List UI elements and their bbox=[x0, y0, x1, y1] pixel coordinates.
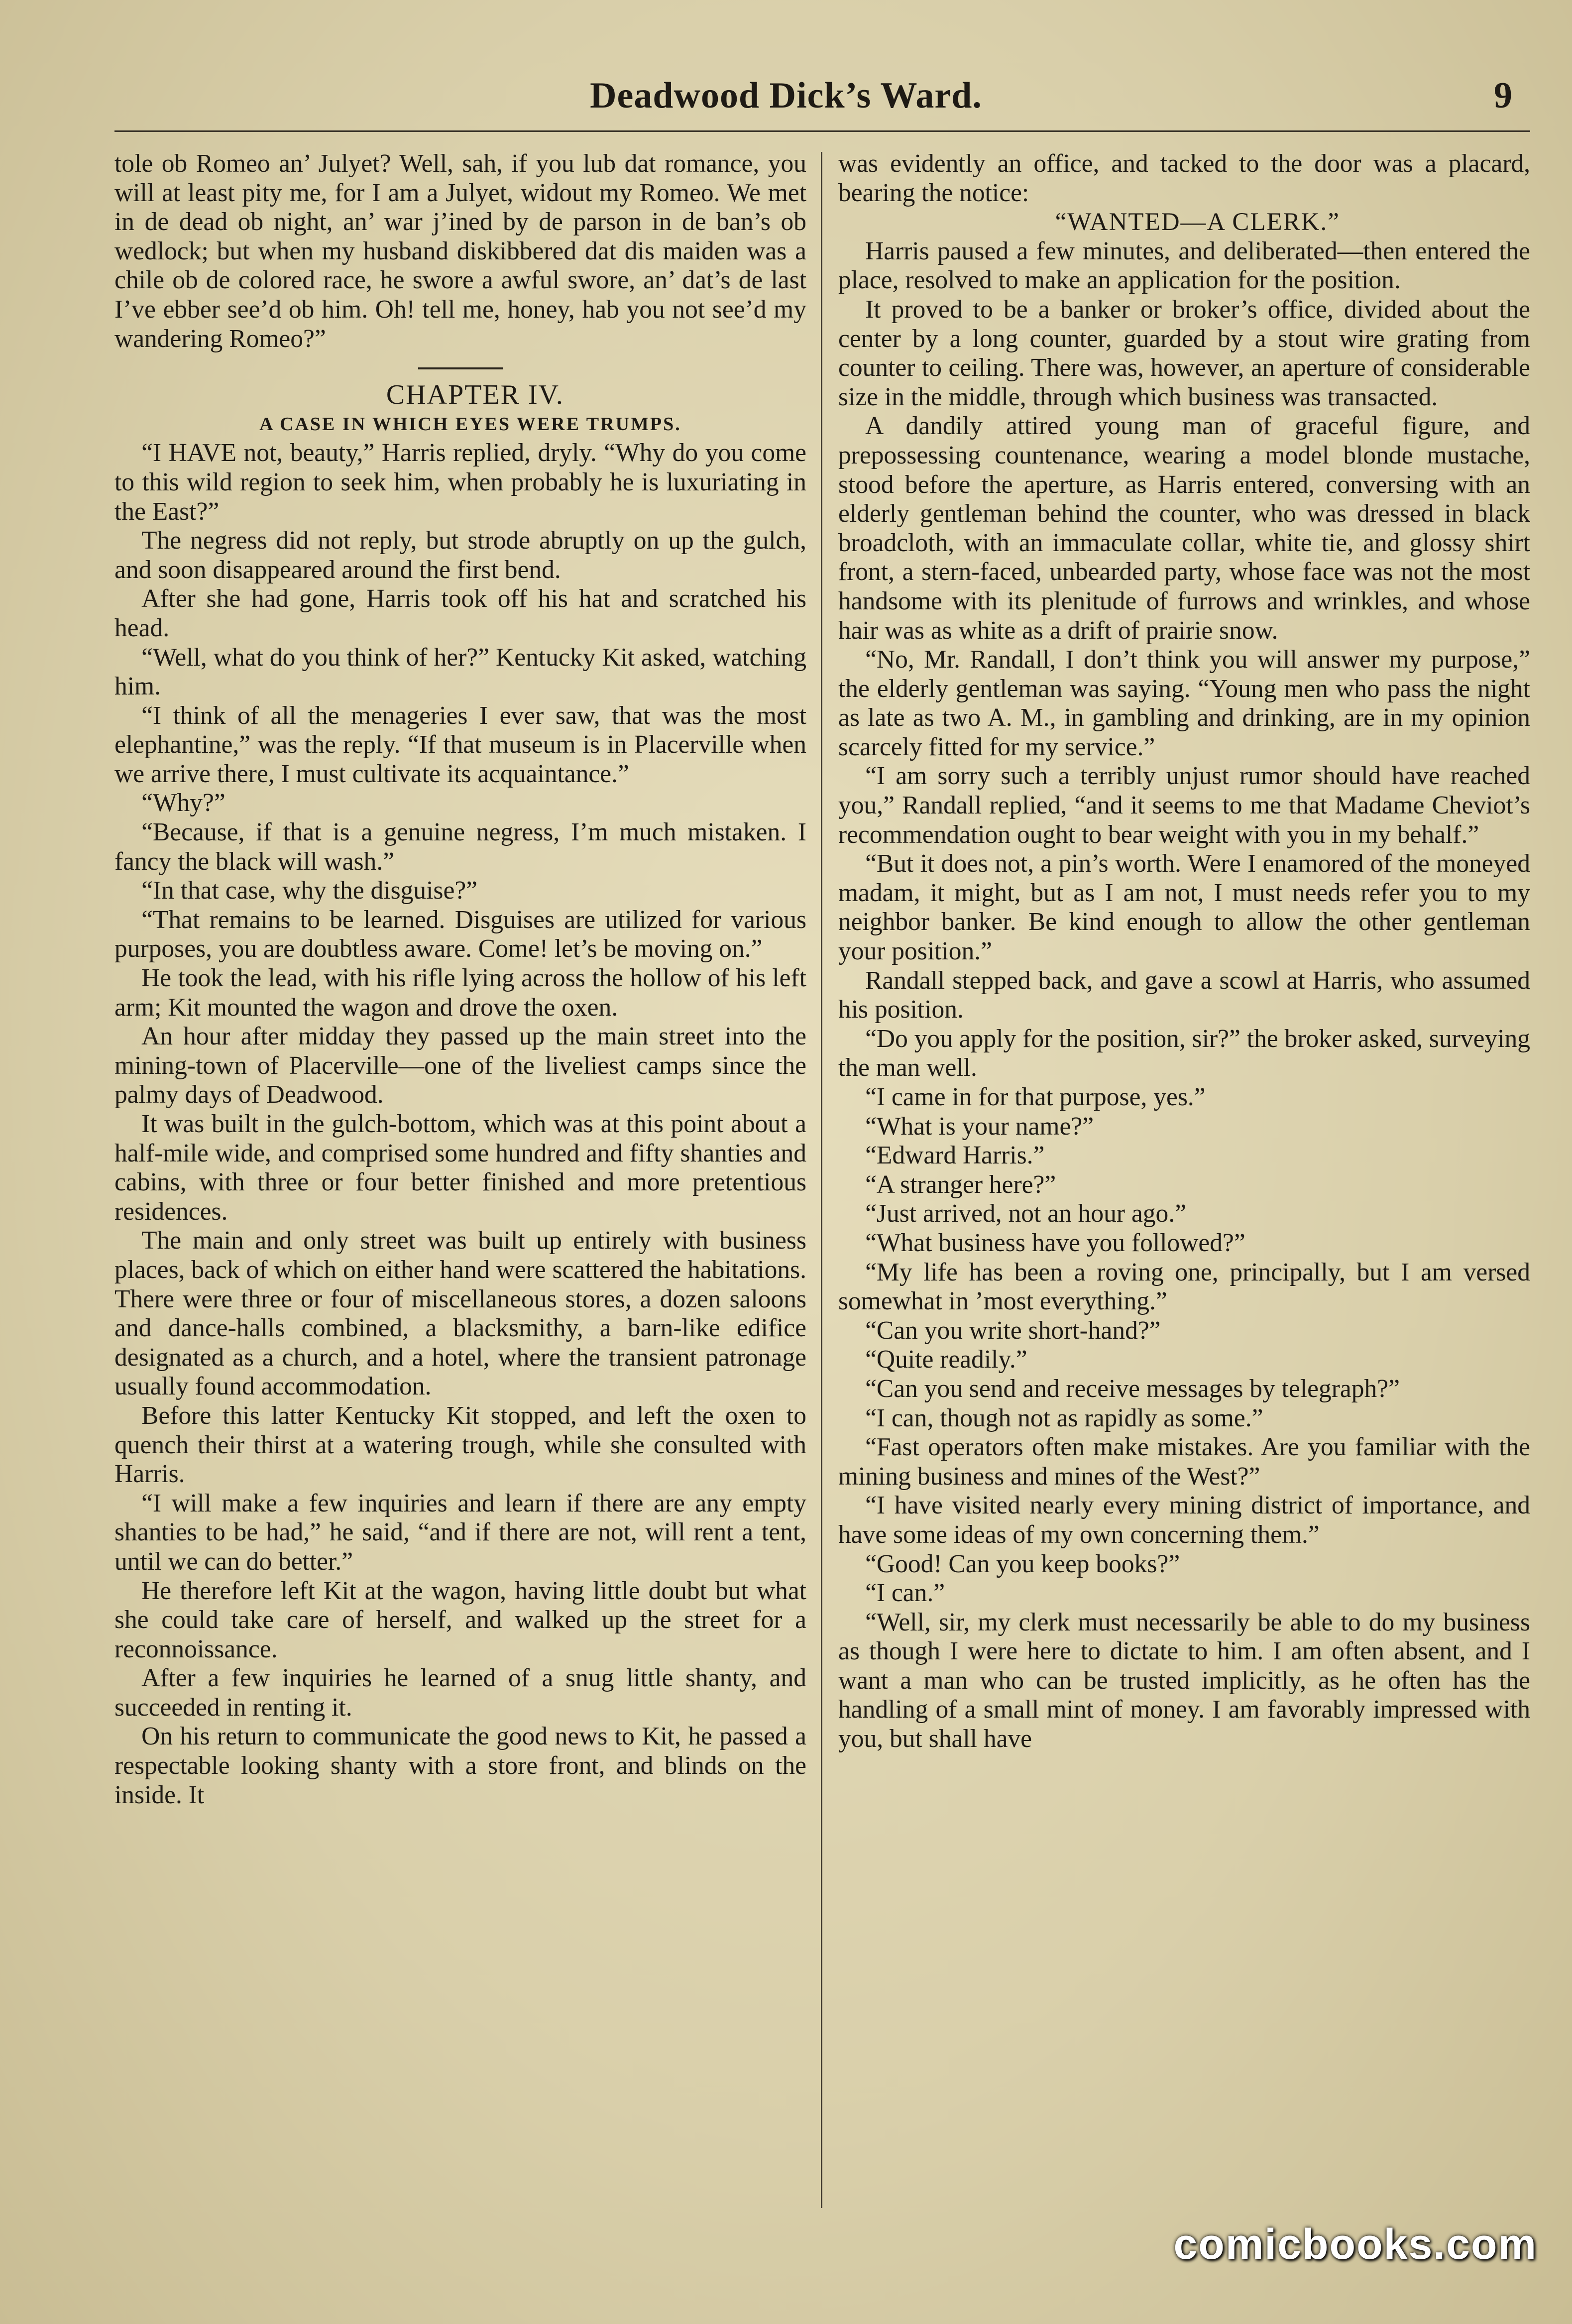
paragraph: He took the lead, with his rifle lying across the hollow of his left arm; Kit mounted the wagon and drove the oxen. bbox=[114, 964, 806, 1022]
paragraph: The negress did not reply, but strode abruptly on up the gulch, and soon disappeared around the first bend. bbox=[114, 526, 806, 584]
chapter-heading: CHAPTER IV. bbox=[386, 379, 564, 411]
paragraph: An hour after midday they passed up the main street into the mining-town of Placerville—one of the liveliest camps since the palmy days of Deadwood. bbox=[114, 1022, 806, 1109]
paragraph: “Can you send and receive messages by telegraph?” bbox=[865, 1374, 1400, 1403]
left-opening-paragraph: tole ob Romeo an’ Julyet? Well, sah, if you lub dat romance, you will at least pity me, for I am a Julyet, widout my Romeo. We met in de dead ob night, an’ war j’ined by de parson in de ban’s ob wedlock; but when my husband diskibbered dat dis maiden was a chile ob de colored race, he swore a awful swore, an’ dat’s de last I’ve ebber see’d ob him. Oh! tell me, honey, hab you not see’d my wandering Romeo?” bbox=[114, 149, 806, 353]
paragraph: He therefore left Kit at the wagon, having little doubt but what she could take care of herself, and walked up the street for a reconnoissance. bbox=[114, 1576, 806, 1663]
paragraph: “Edward Harris.” bbox=[865, 1141, 1045, 1170]
paragraph: “Why?” bbox=[141, 789, 225, 817]
header-rule bbox=[114, 130, 1530, 132]
paragraph: A dandily attired young man of graceful figure, and prepossessing countenance, wearing a model blonde mustache, stood before the aperture, as Harris entered, conversing with an elderly gentleman behind the counter, who was dressed in black broadcloth, with an immaculate collar, white tie, and glossy shirt front, a stern-faced, unbearded party, whose face was not the most handsome with its plenitude of furrows and wrinkles, and whose hair was as white as a drift of prairie snow. bbox=[838, 412, 1530, 645]
paragraph: Randall stepped back, and gave a scowl at Harris, who assumed his position. bbox=[838, 966, 1530, 1024]
paragraph: “Because, if that is a genuine negress, I’m much mistaken. I fancy the black will wash.” bbox=[114, 818, 806, 876]
paragraph: It proved to be a banker or broker’s office, divided about the center by a long counter, guarded by a stout wire grating from counter to ceiling. There was, however, an aperture of considerable size in the middle, through which business was transacted. bbox=[838, 295, 1530, 411]
paragraph: “Well, sir, my clerk must necessarily be able to do my business as though I were here to dictate to him. I am often absent, and I want a man who can be trusted implicitly, as he often has the handling of a small mint of money. I am favorably impressed with you, but shall have bbox=[838, 1608, 1530, 1753]
right-column bbox=[838, 149, 1530, 1754]
paragraph: It was built in the gulch-bottom, which was at this point about a half-mile wide, and comprised some hundred and fifty shanties and cabins, with three or four better finished and more pretentious residences. bbox=[114, 1110, 806, 1226]
column-divider bbox=[821, 152, 822, 2208]
paragraph: “I came in for that purpose, yes.” bbox=[865, 1083, 1206, 1111]
left-paragraphs bbox=[114, 439, 806, 1810]
paragraph: “Good! Can you keep books?” bbox=[865, 1549, 1180, 1578]
placard-notice: “WANTED—A CLERK.” bbox=[1055, 208, 1340, 236]
right-opening-paragraph: was evidently an office, and tacked to the door was a placard, bearing the notice: bbox=[838, 149, 1530, 207]
paragraph: “But it does not, a pin’s worth. Were I enamored of the moneyed madam, it might, but as I am not, I must needs refer you to my neighbor banker. Be kind enough to allow the other gentleman your position.” bbox=[838, 849, 1530, 966]
paragraph: “What business have you followed?” bbox=[865, 1228, 1245, 1257]
paragraph: “Do you apply for the position, sir?” the broker asked, surveying the man well. bbox=[838, 1024, 1530, 1082]
paragraph: “I think of all the menageries I ever saw, that was the most elephantine,” was the reply. “If that museum is in Placerville when we arrive there, I must cultivate its acquaintance.” bbox=[114, 701, 806, 788]
paragraph: “That remains to be learned. Disguises are utilized for various purposes, you are doubtless aware. Come! let’s be moving on.” bbox=[114, 905, 806, 963]
page-number: 9 bbox=[1494, 75, 1512, 116]
paragraph: “I can.” bbox=[865, 1579, 945, 1608]
paragraph: Before this latter Kentucky Kit stopped, and left the oxen to quench their thirst at a watering trough, while she consulted with Harris. bbox=[114, 1401, 806, 1489]
paragraph: The main and only street was built up entirely with business places, back of which on either hand were scattered the habitations. There were three or four of miscellaneous stores, a dozen saloons and dance-halls combined, a blacksmithy, a barn-like edifice designated as a church, and a hotel, where the transient patronage usually found accommodation. bbox=[114, 1226, 806, 1401]
chapter-subtitle: A CASE IN WHICH EYES WERE TRUMPS. bbox=[259, 413, 681, 435]
paragraph: “No, Mr. Randall, I don’t think you will answer my purpose,” the elderly gentleman was saying. “Young men who pass the night as late as two A. M., in gambling and drinking, are in my opinion scarcely fitted for my service.” bbox=[838, 645, 1530, 761]
paragraph: After a few inquiries he learned of a snug little shanty, and succeeded in renting it. bbox=[114, 1664, 806, 1722]
paragraph: “In that case, why the disguise?” bbox=[141, 876, 478, 905]
paragraph: “Quite readily.” bbox=[865, 1345, 1027, 1374]
chapter-divider bbox=[418, 367, 503, 369]
paragraph: “I am sorry such a terribly unjust rumor should have reached you,” Randall replied, “and it seems to me that Madame Cheviot’s recommendation ought to bear weight with you in my behalf.” bbox=[838, 762, 1530, 849]
watermark: comicbooks.com bbox=[1173, 2220, 1537, 2268]
paragraph: On his return to communicate the good news to Kit, he passed a respectable looking shanty with a store front, and blinds on the inside. It bbox=[114, 1722, 806, 1809]
running-head bbox=[0, 75, 1572, 119]
paragraph: “Well, what do you think of her?” Kentucky Kit asked, watching him. bbox=[114, 643, 806, 701]
paragraph: “Just arrived, not an hour ago.” bbox=[865, 1199, 1187, 1228]
paragraph: “I will make a few inquiries and learn if there are any empty shanties to be had,” he said, “and if there are not, will rent a tent, until we can do better.” bbox=[114, 1489, 806, 1576]
paragraph: “I have visited nearly every mining district of importance, and have some ideas of my own concerning them.” bbox=[838, 1491, 1530, 1549]
running-title: Deadwood Dick’s Ward. bbox=[590, 75, 982, 116]
paragraph: “I HAVE not, beauty,” Harris replied, dryly. “Why do you come to this wild region to seek him, when probably he is luxuriating in the East?” bbox=[114, 439, 806, 526]
paragraph: Harris paused a few minutes, and deliberated—then entered the place, resolved to make an application for the position. bbox=[838, 236, 1530, 295]
paragraph: “Can you write short-hand?” bbox=[865, 1316, 1161, 1345]
paragraph: “I can, though not as rapidly as some.” bbox=[865, 1403, 1263, 1432]
paragraph: “A stranger here?” bbox=[865, 1170, 1056, 1199]
left-column bbox=[114, 149, 806, 1810]
paragraph: After she had gone, Harris took off his hat and scratched his head. bbox=[114, 584, 806, 642]
right-paragraphs bbox=[838, 237, 1530, 1754]
paragraph: “Fast operators often make mistakes. Are you familiar with the mining business and mines of the West?” bbox=[838, 1433, 1530, 1491]
paragraph: “My life has been a roving one, principally, but I am versed somewhat in ’most everything.” bbox=[838, 1258, 1530, 1316]
paragraph: “What is your name?” bbox=[865, 1112, 1094, 1141]
